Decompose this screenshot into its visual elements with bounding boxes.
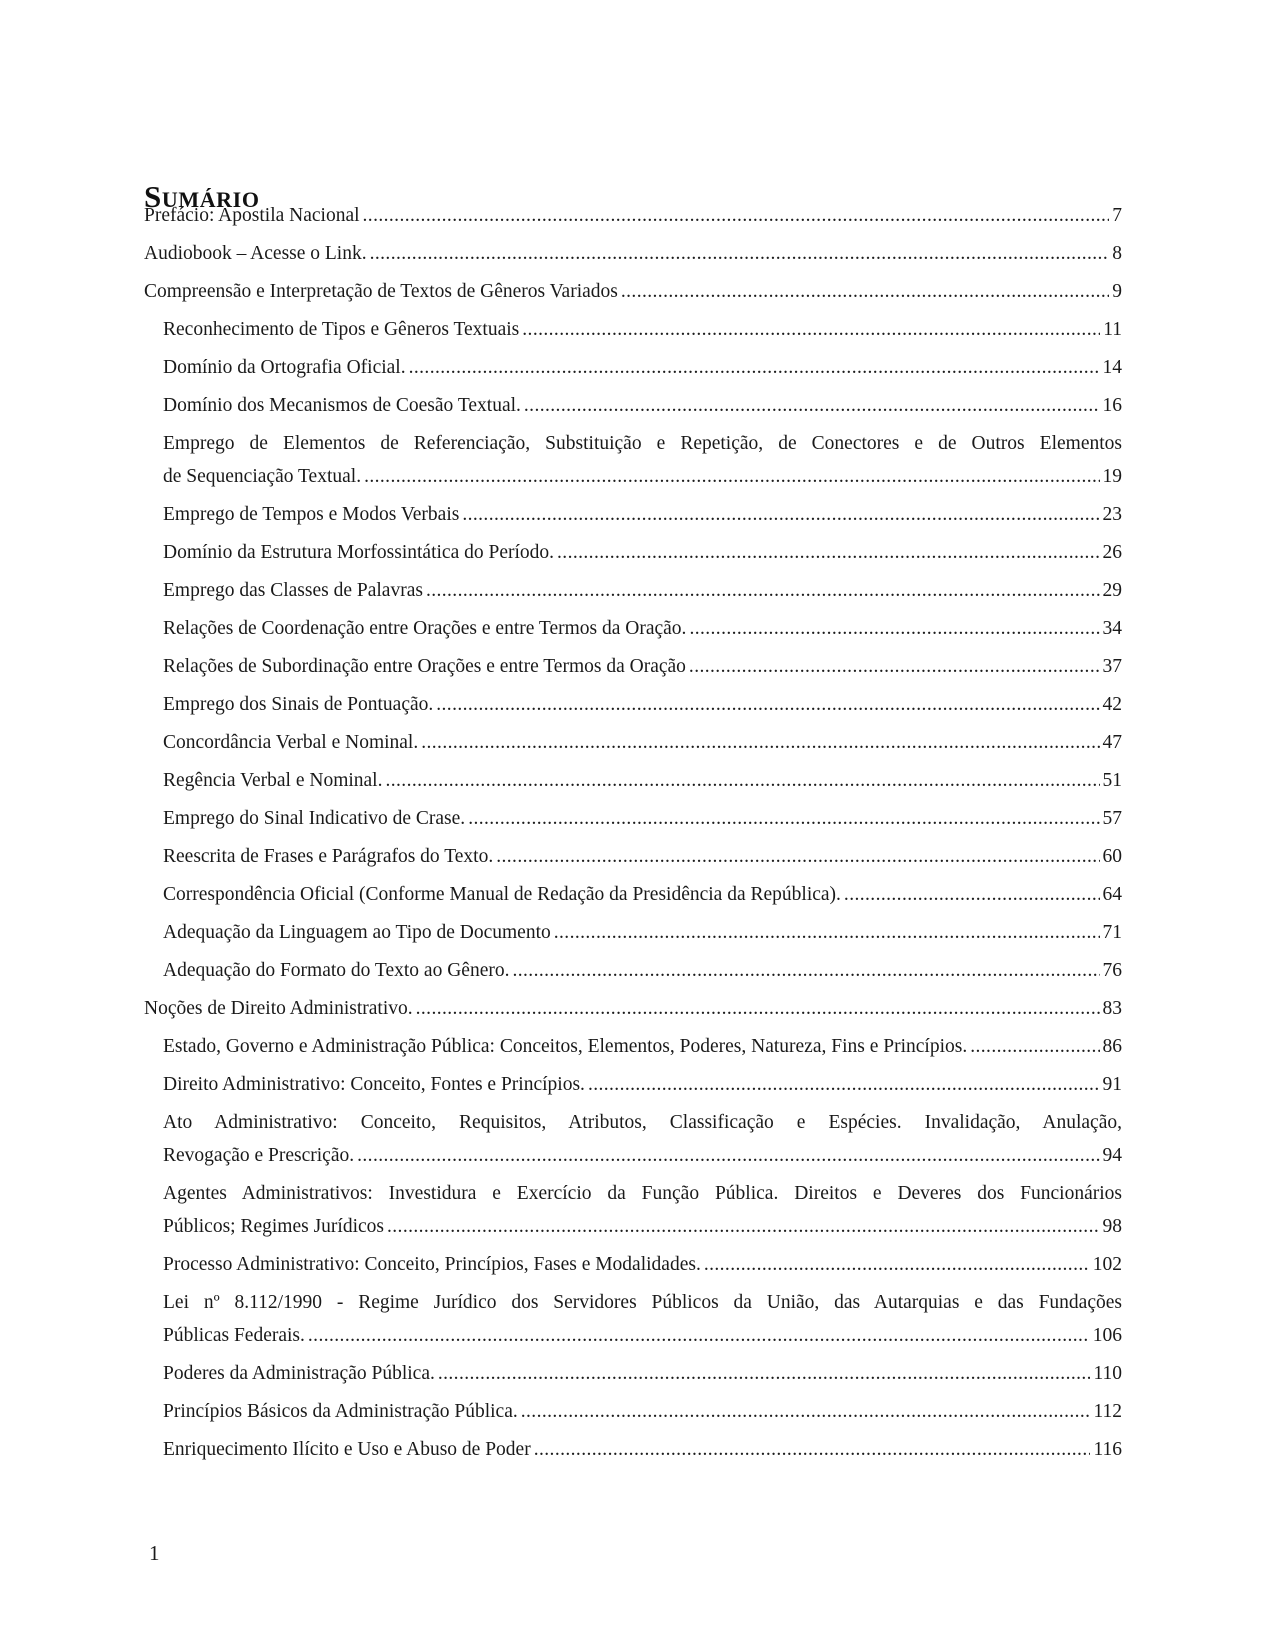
toc-entry-row	[163, 726, 1122, 759]
toc-entry-row	[144, 275, 1122, 308]
toc-entry[interactable]	[144, 992, 1122, 1025]
toc-entry[interactable]	[144, 650, 1122, 683]
toc-entry-title: Emprego de Tempos e Modos Verbais	[163, 504, 460, 525]
toc-entry[interactable]	[144, 574, 1122, 607]
toc-entry-row	[163, 1068, 1122, 1101]
toc-entry[interactable]	[144, 498, 1122, 531]
toc-entry-row	[163, 1248, 1122, 1281]
toc-entry-page-number: 98	[1102, 1216, 1122, 1237]
toc-entry-page-number: 11	[1103, 319, 1122, 340]
toc-entry[interactable]	[144, 954, 1122, 987]
toc-entry-row	[144, 199, 1122, 232]
toc-entry-row	[163, 1357, 1122, 1390]
toc-entry-title: Audiobook – Acesse o Link.	[144, 243, 367, 264]
toc-entry-title: Relações de Coordenação entre Orações e entre Termos da Oração.	[163, 618, 687, 639]
dot-leader	[621, 275, 1109, 308]
toc-entry-row	[163, 313, 1122, 346]
toc-entry[interactable]	[144, 840, 1122, 873]
toc-entry-page-number: 9	[1112, 281, 1122, 302]
dot-leader	[387, 1210, 1100, 1243]
toc-entry-wrap-line: Agentes Administrativos: Investidura e Exercício da Função Pública. Direitos e Deveres dos Funcionários	[163, 1183, 1122, 1204]
dot-leader	[436, 688, 1099, 721]
toc-entry-row	[163, 764, 1122, 797]
toc-entry[interactable]	[144, 1030, 1122, 1063]
toc-entry-page-number: 106	[1092, 1325, 1122, 1346]
toc-entry[interactable]	[144, 1433, 1122, 1466]
dot-leader	[557, 536, 1099, 569]
toc-entry-page-number: 83	[1102, 998, 1122, 1019]
toc-entry[interactable]	[144, 313, 1122, 346]
toc-entry[interactable]	[144, 1177, 1122, 1243]
dot-leader	[689, 650, 1100, 683]
dot-leader	[363, 199, 1110, 232]
toc-entry-page-number: 71	[1102, 922, 1122, 943]
toc-entry-title: Noções de Direito Administrativo.	[144, 998, 413, 1019]
toc-entry-page-number: 26	[1102, 542, 1122, 563]
toc-entry-title: Emprego dos Sinais de Pontuação.	[163, 694, 434, 715]
toc-entry-page-number: 60	[1102, 846, 1122, 867]
toc-entry-row	[163, 1433, 1122, 1466]
toc-entry-row	[163, 916, 1122, 949]
dot-leader	[512, 954, 1099, 987]
toc-entry-row	[163, 840, 1122, 873]
toc-entry-row	[163, 1395, 1122, 1428]
toc-entry-page-number: 23	[1102, 504, 1122, 525]
toc-entry-title: Reconhecimento de Tipos e Gêneros Textuais	[163, 319, 520, 340]
toc-entry[interactable]	[144, 878, 1122, 911]
toc-entry-title: Compreensão e Interpretação de Textos de Gêneros Variados	[144, 281, 618, 302]
toc-entry-page-number: 86	[1102, 1036, 1122, 1057]
dot-leader	[416, 992, 1100, 1025]
toc-entry-page-number: 64	[1102, 884, 1122, 905]
toc-entry-title: Direito Administrativo: Conceito, Fontes e Princípios.	[163, 1074, 585, 1095]
dot-leader	[308, 1319, 1090, 1352]
dot-leader	[522, 313, 1100, 346]
toc-entry[interactable]	[144, 275, 1122, 308]
dot-leader	[385, 764, 1099, 797]
toc-entry-title: de Sequenciação Textual.	[163, 466, 362, 487]
toc-entry-row	[163, 1030, 1122, 1063]
toc-entry-title: Relações de Subordinação entre Orações e entre Termos da Oração	[163, 656, 686, 677]
toc-entry-page-number: 8	[1112, 243, 1122, 264]
toc-entry-row	[163, 1139, 1122, 1172]
toc-entry-title: Públicos; Regimes Jurídicos	[163, 1216, 384, 1237]
toc-entry[interactable]	[144, 427, 1122, 493]
dot-leader	[370, 237, 1110, 270]
toc-entry-wrap-line: Ato Administrativo: Conceito, Requisitos, Atributos, Classificação e Espécies. Invalidação, Anulação,	[163, 1112, 1122, 1133]
toc-entry-row	[163, 1210, 1122, 1243]
toc-entry-row	[163, 954, 1122, 987]
toc-entry-title: Regência Verbal e Nominal.	[163, 770, 383, 791]
toc-entry-row	[163, 351, 1122, 384]
toc-entry[interactable]	[144, 237, 1122, 270]
toc-entry-page-number: 34	[1102, 618, 1122, 639]
dot-leader	[496, 840, 1099, 873]
dot-leader	[554, 916, 1100, 949]
toc-entry-row	[144, 992, 1122, 1025]
toc-entry-title: Enriquecimento Ilícito e Uso e Abuso de Poder	[163, 1439, 531, 1460]
toc-entry[interactable]	[144, 1248, 1122, 1281]
toc-entry-title: Domínio da Ortografia Oficial.	[163, 357, 406, 378]
toc-entry-title: Emprego das Classes de Palavras	[163, 580, 423, 601]
toc-entry-row	[163, 802, 1122, 835]
toc-entry-row	[163, 574, 1122, 607]
toc-entry-row	[163, 612, 1122, 645]
toc-list	[144, 199, 1122, 1471]
dot-leader	[357, 1139, 1099, 1172]
toc-entry-title: Prefácio: Apostila Nacional	[144, 205, 360, 226]
dot-leader	[468, 802, 1099, 835]
toc-entry-title: Públicas Federais.	[163, 1325, 305, 1346]
toc-entry[interactable]	[144, 1106, 1122, 1172]
toc-entry-row	[163, 389, 1122, 422]
toc-entry[interactable]	[144, 351, 1122, 384]
toc-entry-page-number: 16	[1102, 395, 1122, 416]
toc-entry[interactable]	[144, 536, 1122, 569]
dot-leader	[364, 460, 1099, 493]
toc-entry-title: Concordância Verbal e Nominal.	[163, 732, 419, 753]
toc-entry-title: Estado, Governo e Administração Pública: Conceitos, Elementos, Poderes, Natureza, Fins e Princípios.	[163, 1036, 968, 1057]
toc-entry[interactable]	[144, 612, 1122, 645]
toc-entry-page-number: 110	[1093, 1363, 1122, 1384]
toc-entry[interactable]	[144, 726, 1122, 759]
toc-entry-wrap-line: Lei nº 8.112/1990 - Regime Jurídico dos Servidores Públicos da União, das Autarquias e das Fundações	[163, 1292, 1122, 1313]
toc-entry-page-number: 37	[1102, 656, 1122, 677]
dot-leader	[534, 1433, 1091, 1466]
toc-entry[interactable]	[144, 389, 1122, 422]
toc-entry-page-number: 76	[1102, 960, 1122, 981]
toc-entry[interactable]	[144, 764, 1122, 797]
toc-entry-title: Revogação e Prescrição.	[163, 1145, 355, 1166]
dot-leader	[524, 389, 1100, 422]
toc-entry-page-number: 51	[1102, 770, 1122, 791]
toc-entry[interactable]	[144, 1357, 1122, 1390]
dot-leader	[844, 878, 1100, 911]
toc-entry-page-number: 116	[1093, 1439, 1122, 1460]
toc-entry-title: Adequação da Linguagem ao Tipo de Documento	[163, 922, 551, 943]
toc-entry-row	[163, 536, 1122, 569]
toc-entry[interactable]	[144, 1068, 1122, 1101]
toc-entry-page-number: 7	[1112, 205, 1122, 226]
toc-entry-title: Adequação do Formato do Texto ao Gênero.	[163, 960, 510, 981]
toc-entry-row	[163, 650, 1122, 683]
dot-leader	[689, 612, 1099, 645]
toc-entry-title: Poderes da Administração Pública.	[163, 1363, 435, 1384]
toc-entry-title: Domínio dos Mecanismos de Coesão Textual.	[163, 395, 521, 416]
dot-leader	[421, 726, 1099, 759]
dot-leader	[704, 1248, 1090, 1281]
dot-leader	[521, 1395, 1091, 1428]
toc-entry-page-number: 42	[1102, 694, 1122, 715]
toc-entry-page-number: 102	[1092, 1254, 1122, 1275]
toc-entry-page-number: 57	[1102, 808, 1122, 829]
toc-entry[interactable]	[144, 916, 1122, 949]
toc-entry-page-number: 91	[1102, 1074, 1122, 1095]
toc-entry-row	[163, 878, 1122, 911]
toc-entry-title: Domínio da Estrutura Morfossintática do Período.	[163, 542, 555, 563]
toc-entry-title: Reescrita de Frases e Parágrafos do Texto.	[163, 846, 494, 867]
toc-entry-title: Processo Administrativo: Conceito, Princípios, Fases e Modalidades.	[163, 1254, 701, 1275]
toc-entry-page-number: 29	[1102, 580, 1122, 601]
toc-entry-page-number: 112	[1093, 1401, 1122, 1422]
toc-entry-row	[163, 460, 1122, 493]
toc-entry[interactable]	[144, 1286, 1122, 1352]
dot-leader	[462, 498, 1099, 531]
toc-entry-title: Correspondência Oficial (Conforme Manual de Redação da Presidência da República).	[163, 884, 841, 905]
toc-entry-page-number: 19	[1102, 466, 1122, 487]
toc-entry-row	[163, 1319, 1122, 1352]
dot-leader	[409, 351, 1100, 384]
page-title: Sumário	[144, 178, 260, 214]
toc-entry-row	[144, 237, 1122, 270]
dot-leader	[426, 574, 1100, 607]
toc-entry[interactable]	[144, 199, 1122, 232]
toc-entry-title: Princípios Básicos da Administração Pública.	[163, 1401, 518, 1422]
toc-entry-page-number: 14	[1102, 357, 1122, 378]
toc-entry-page-number: 47	[1102, 732, 1122, 753]
toc-entry-title: Emprego do Sinal Indicativo de Crase.	[163, 808, 466, 829]
toc-entry[interactable]	[144, 688, 1122, 721]
dot-leader	[438, 1357, 1091, 1390]
dot-leader	[588, 1068, 1100, 1101]
toc-entry-page-number: 94	[1102, 1145, 1122, 1166]
toc-entry[interactable]	[144, 802, 1122, 835]
page-number-footer: 1	[149, 1541, 160, 1565]
toc-entry[interactable]	[144, 1395, 1122, 1428]
dot-leader	[970, 1030, 1099, 1063]
toc-entry-row	[163, 688, 1122, 721]
toc-entry-wrap-line: Emprego de Elementos de Referenciação, Substituição e Repetição, de Conectores e de Outros Elementos	[163, 433, 1122, 454]
toc-entry-row	[163, 498, 1122, 531]
